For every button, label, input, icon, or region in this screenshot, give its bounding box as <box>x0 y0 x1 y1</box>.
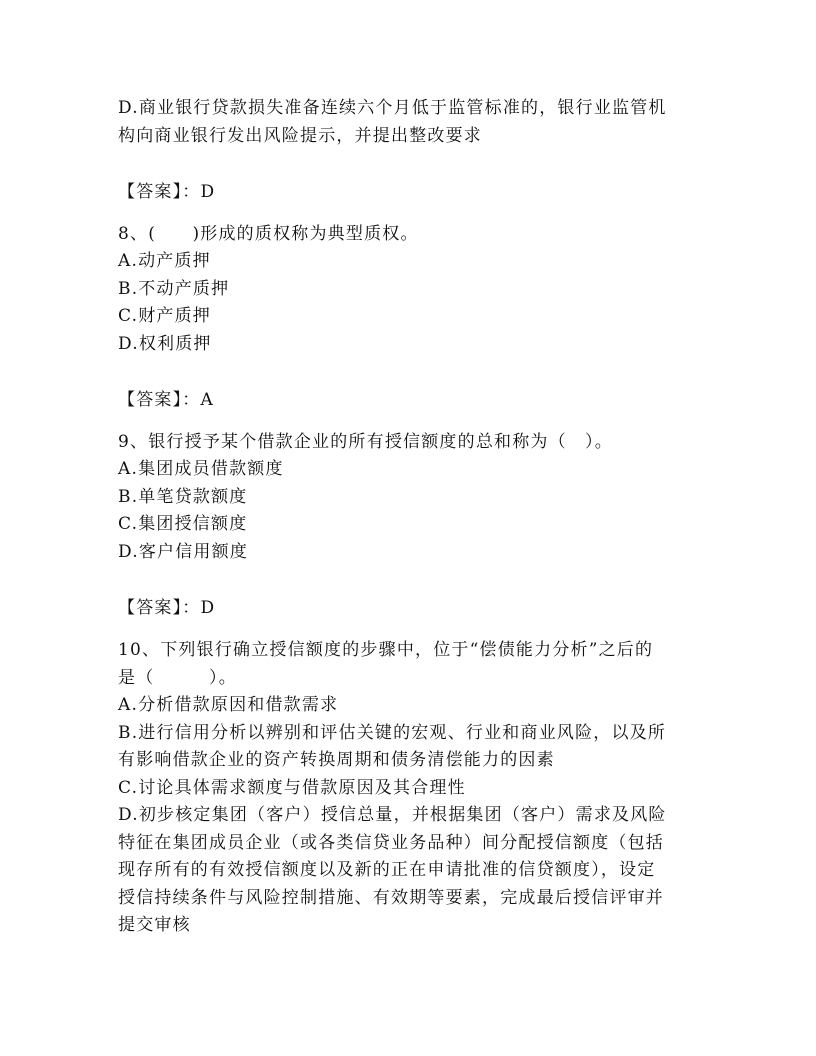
q10-stem-line-2: 是（ ）。 <box>118 668 237 688</box>
q8-answer: 【答案】：A <box>118 390 214 410</box>
q10-option-d-line-3: 现存所有的有效授信额度以及新的正在申请批准的信贷额度），设定 <box>118 860 656 880</box>
q10-option-d-line-5: 提交审核 <box>118 915 191 935</box>
q8-option-b: B.不动产质押 <box>118 279 230 299</box>
q9-answer: 【答案】：D <box>118 598 216 618</box>
q10-option-b-line-1: B.进行信用分析以辨别和评估关键的宏观、行业和商业风险，以及所 <box>118 723 667 743</box>
q9-option-a: A.集团成员借款额度 <box>118 459 284 479</box>
q9-stem: 9、银行授予某个借款企业的所有授信额度的总和称为（ ）。 <box>118 432 613 452</box>
q9-option-c: C.集团授信额度 <box>118 514 248 534</box>
q7-option-d-line-1: D.商业银行贷款损失准备连续六个月低于监管标准的，银行业监管机 <box>118 98 667 118</box>
q10-option-b-line-2: 有影响借款企业的资产转换周期和债务清偿能力的因素 <box>118 750 555 770</box>
q10-stem-line-1: 10、下列银行确立授信额度的步骤中，位于“偿债能力分析”之后的 <box>118 640 654 660</box>
q9-option-d: D.客户信用额度 <box>118 542 249 562</box>
q10-option-d-line-2: 特征在集团成员企业（或各类信贷业务品种）间分配授信额度（包括 <box>118 833 664 853</box>
q8-option-a: A.动产质押 <box>118 251 211 271</box>
q7-answer: 【答案】：D <box>118 182 216 202</box>
q10-option-d-line-4: 授信持续条件与风险控制措施、有效期等要素，完成最后授信评审并 <box>118 888 664 908</box>
q8-stem: 8、( )形成的质权称为典型质权。 <box>118 224 419 244</box>
q10-option-a: A.分析借款原因和借款需求 <box>118 695 339 715</box>
q9-option-b: B.单笔贷款额度 <box>118 487 248 507</box>
q10-option-c: C.讨论具体需求额度与借款原因及其合理性 <box>118 778 466 798</box>
q7-option-d-line-2: 构向商业银行发出风险提示，并提出整改要求 <box>118 126 482 146</box>
q8-option-d: D.权利质押 <box>118 334 212 354</box>
q10-option-d-line-1: D.初步核定集团（客户）授信总量，并根据集团（客户）需求及风险 <box>118 805 667 825</box>
q8-option-c: C.财产质押 <box>118 306 212 326</box>
